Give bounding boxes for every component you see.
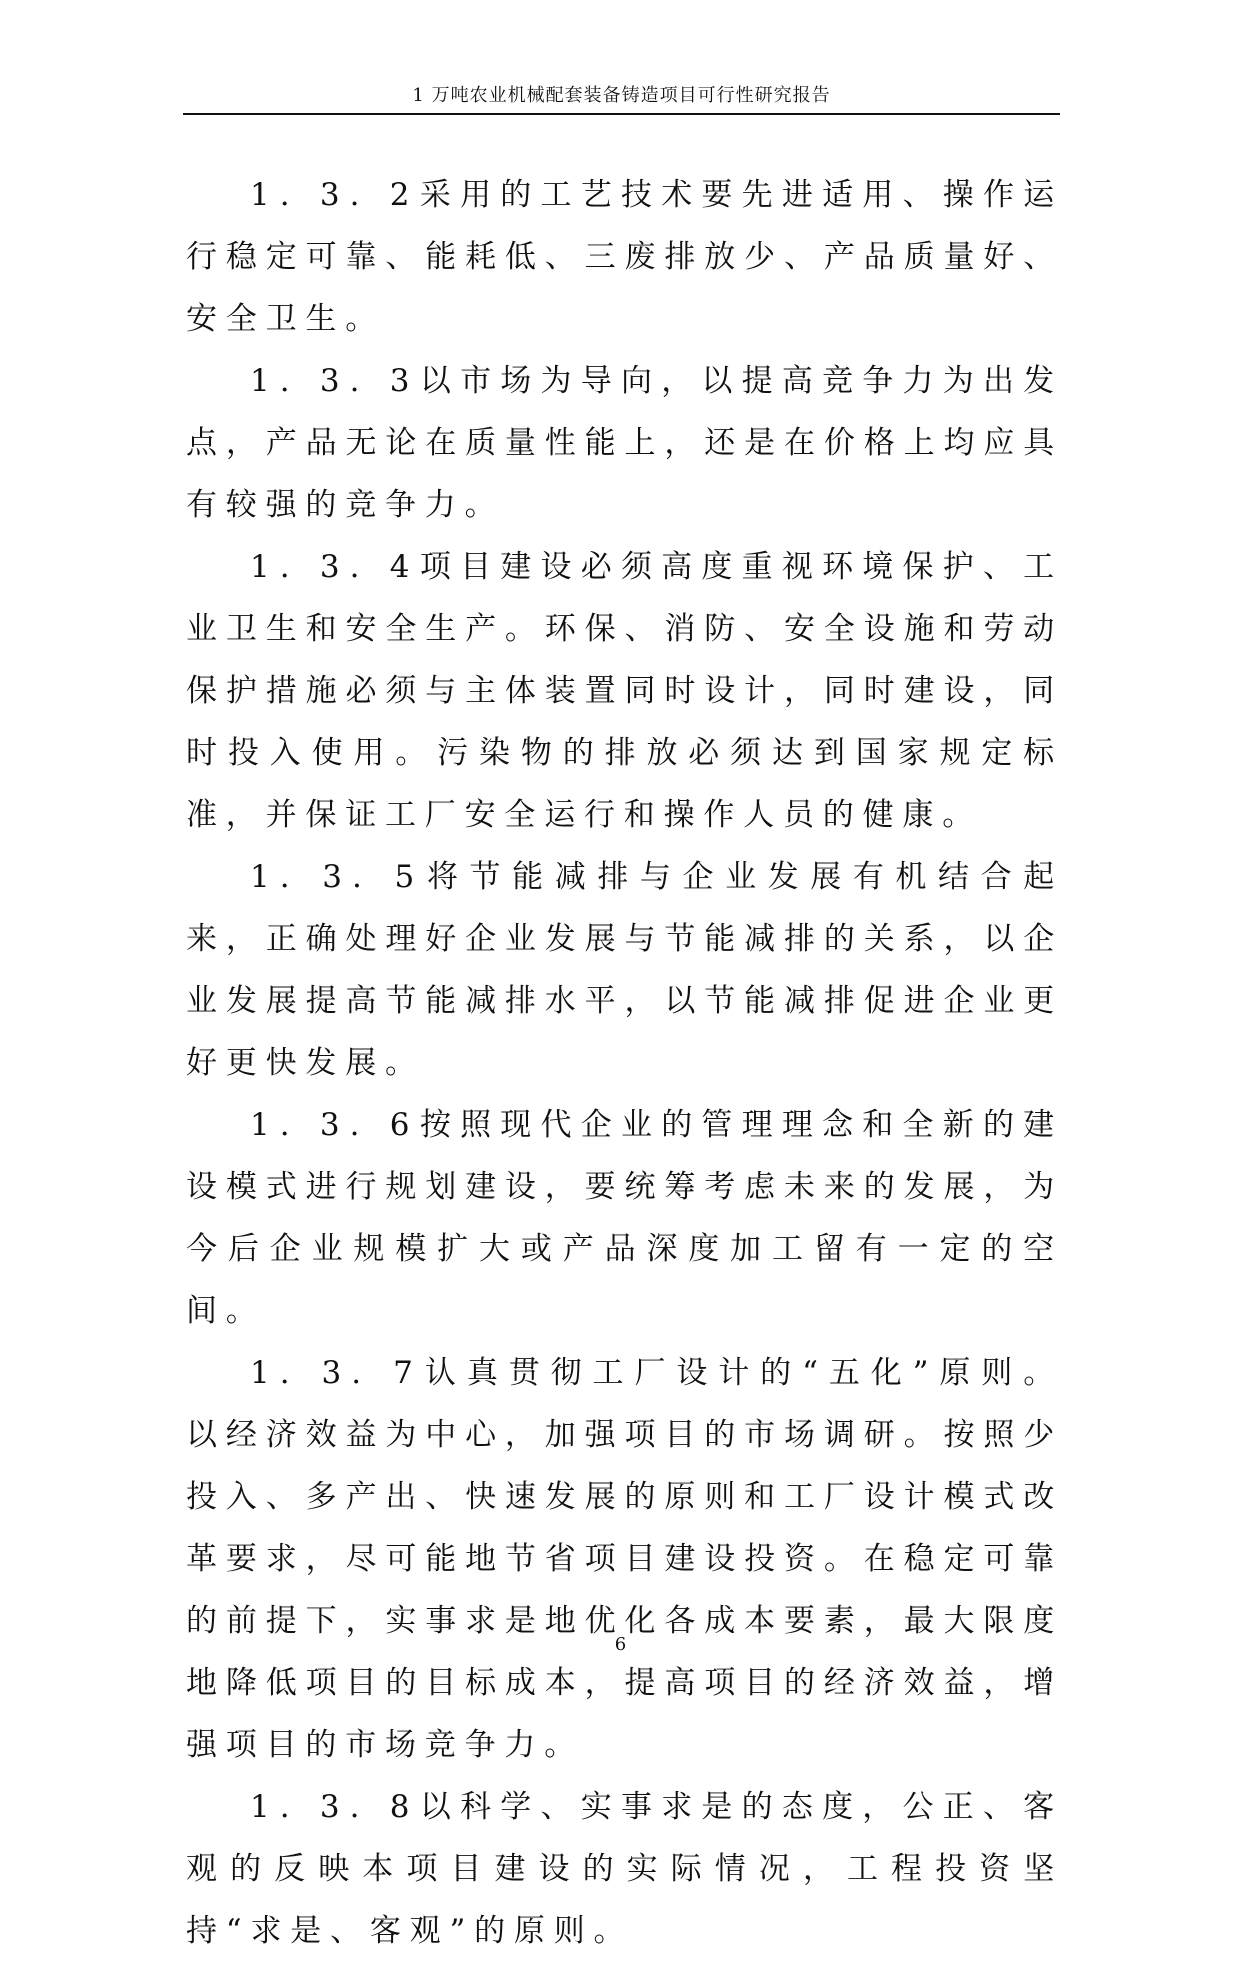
paragraph-1-3-6 [186,1094,1063,1342]
paragraph-text: 按照现代企业的管理理念和全新的建设模式进行规划建设，要统筹考虑未来的发展，为今后企业规模扩大或产品深度加工留有一定的空间。 [186,1107,1063,1329]
section-number: 1. 3. 2 [250,177,420,213]
paragraph-1-3-5 [186,846,1063,1094]
paragraph-text: 将节能减排与企业发展有机结合起来，正确处理好企业发展与节能减排的关系，以企业发展提高节能减排水平，以节能减排促进企业更好更快发展。 [186,859,1063,1081]
section-number: 1. 3. 7 [250,1355,423,1391]
paragraph-text: 以市场为导向，以提高竞争力为出发点，产品无论在质量性能上，还是在价格上均应具有较强的竞争力。 [186,363,1063,523]
paragraph-text: 以科学、实事求是的态度，公正、客观的反映本项目建设的实际情况，工程投资坚持“求是、客观”的原则。 [186,1789,1063,1949]
paragraph-text: 采用的工艺技术要先进适用、操作运行稳定可靠、能耗低、三废排放少、产品质量好、安全卫生。 [186,177,1063,337]
paragraph-1-3-7 [186,1342,1063,1776]
running-header: 1 万吨农业机械配套装备铸造项目可行性研究报告 [412,85,831,106]
page-number: 6 [614,1634,627,1655]
section-number: 1. 3. 5 [250,859,425,895]
paragraph-text: 项目建设必须高度重视环境保护、工业卫生和安全生产。环保、消防、安全设施和劳动保护措施必须与主体装置同时设计，同时建设，同时投入使用。污染物的排放必须达到国家规定标准，并保证工厂安全运行和操作人员的健康。 [186,549,1063,833]
paragraph-1-3-3 [186,350,1063,536]
document-body [186,164,1063,1962]
section-number: 1. 3. 3 [250,363,420,399]
section-number: 1. 3. 4 [250,549,420,585]
paragraph-1-3-2 [186,164,1063,350]
header-divider [183,113,1060,115]
paragraph-1-3-4 [186,536,1063,846]
paragraph-text: 认真贯彻工厂设计的“五化”原则。以经济效益为中心，加强项目的市场调研。按照少投入、多产出、快速发展的原则和工厂设计模式改革要求，尽可能地节省项目建设投资。在稳定可靠的前提下，实事求是地优化各成本要素，最大限度地降低项目的目标成本，提高项目的经济效益，增强项目的市场竞争力。 [186,1355,1064,1763]
section-number: 1. 3. 8 [250,1789,420,1825]
section-number: 1. 3. 6 [250,1107,420,1143]
paragraph-1-3-8 [186,1776,1063,1962]
